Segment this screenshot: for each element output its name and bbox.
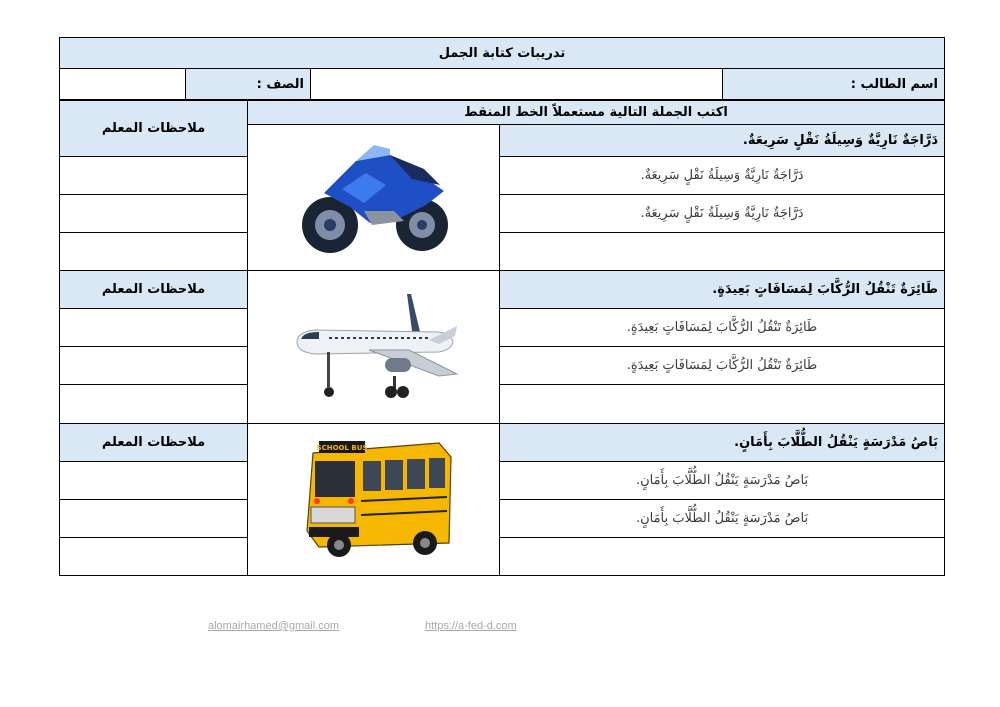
teacher-notes-header: ملاحظات المعلم — [60, 424, 248, 462]
motorcycle-icon — [294, 133, 454, 263]
exercise-1-notes-line-1[interactable] — [60, 157, 248, 195]
exercise-1-notes-line-3[interactable] — [60, 233, 248, 271]
student-name-label: اسم الطالب : — [723, 69, 945, 100]
exercise-2-sentence: طَائِرَةٌ تَنْقُلُ الرُّكَّابَ لِمَسَافَاتٍ بَعِيدَةٍ. — [500, 271, 945, 309]
student-name-field[interactable] — [311, 69, 723, 100]
exercise-3-notes-line-1[interactable] — [60, 462, 248, 500]
exercise-2-notes-line-2[interactable] — [60, 347, 248, 385]
exercise-2-notes-line-1[interactable] — [60, 309, 248, 347]
instruction-text: اكتب الجملة التالية مستعملاً الخط المنقط — [248, 101, 945, 125]
exercise-2-writing-line[interactable] — [500, 385, 945, 424]
exercise-3-trace-line-1[interactable]: بَاصُ مَدْرَسَةٍ يَنْقُلُ الطُّلَّابَ بِأَمَانٍ. — [500, 462, 945, 500]
exercise-3-sentence: بَاصُ مَدْرَسَةٍ يَنْقُلُ الطُّلَّابَ بِأَمَانٍ. — [500, 424, 945, 462]
class-value-field[interactable] — [60, 69, 186, 100]
exercise-1-notes-line-2[interactable] — [60, 195, 248, 233]
exercise-2-trace-line-1[interactable]: طَائِرَةٌ تَنْقُلُ الرُّكَّابَ لِمَسَافَاتٍ بَعِيدَةٍ. — [500, 309, 945, 347]
exercise-3-trace-line-2[interactable]: بَاصُ مَدْرَسَةٍ يَنْقُلُ الطُّلَّابَ بِأَمَانٍ. — [500, 500, 945, 538]
exercise-1-trace-line-1[interactable]: دَرَّاجَةٌ نَارِيَّةٌ وَسِيلَةُ نَقْلٍ سَرِيعَةٌ. — [500, 157, 945, 195]
teacher-notes-header: ملاحظات المعلم — [60, 271, 248, 309]
worksheet — [59, 37, 944, 576]
exercise-image-motorcycle — [248, 125, 500, 271]
footer-website-link[interactable]: https://a-fed-d.com — [425, 620, 517, 632]
exercise-1-sentence: دَرَّاجَةٌ نَارِيَّةٌ وَسِيلَةُ نَقْلٍ سَرِيعَةٌ. — [500, 125, 945, 157]
exercises-table — [59, 100, 945, 576]
footer-email-link[interactable]: alomairhamed@gmail.com — [208, 620, 339, 632]
exercise-1-trace-line-2[interactable]: دَرَّاجَةٌ نَارِيَّةٌ وَسِيلَةُ نَقْلٍ سَرِيعَةٌ. — [500, 195, 945, 233]
exercise-2-notes-line-3[interactable] — [60, 385, 248, 424]
airplane-icon — [289, 292, 459, 402]
teacher-notes-header: ملاحظات المعلم — [60, 101, 248, 157]
exercise-3-notes-line-3[interactable] — [60, 538, 248, 576]
worksheet-title: تدريبات كتابة الجمل — [60, 38, 945, 69]
class-label: الصف : — [186, 69, 311, 100]
exercise-2-trace-line-2[interactable]: طَائِرَةٌ تَنْقُلُ الرُّكَّابَ لِمَسَافَاتٍ بَعِيدَةٍ. — [500, 347, 945, 385]
bus-sign-text: SCHOOL BUS — [316, 443, 367, 452]
exercise-3-writing-line[interactable] — [500, 538, 945, 576]
worksheet-table — [59, 37, 945, 100]
exercise-3-notes-line-2[interactable] — [60, 500, 248, 538]
exercise-image-airplane — [248, 271, 500, 424]
exercise-1-writing-line[interactable] — [500, 233, 945, 271]
school-bus-icon — [289, 435, 459, 565]
exercise-image-school-bus — [248, 424, 500, 576]
